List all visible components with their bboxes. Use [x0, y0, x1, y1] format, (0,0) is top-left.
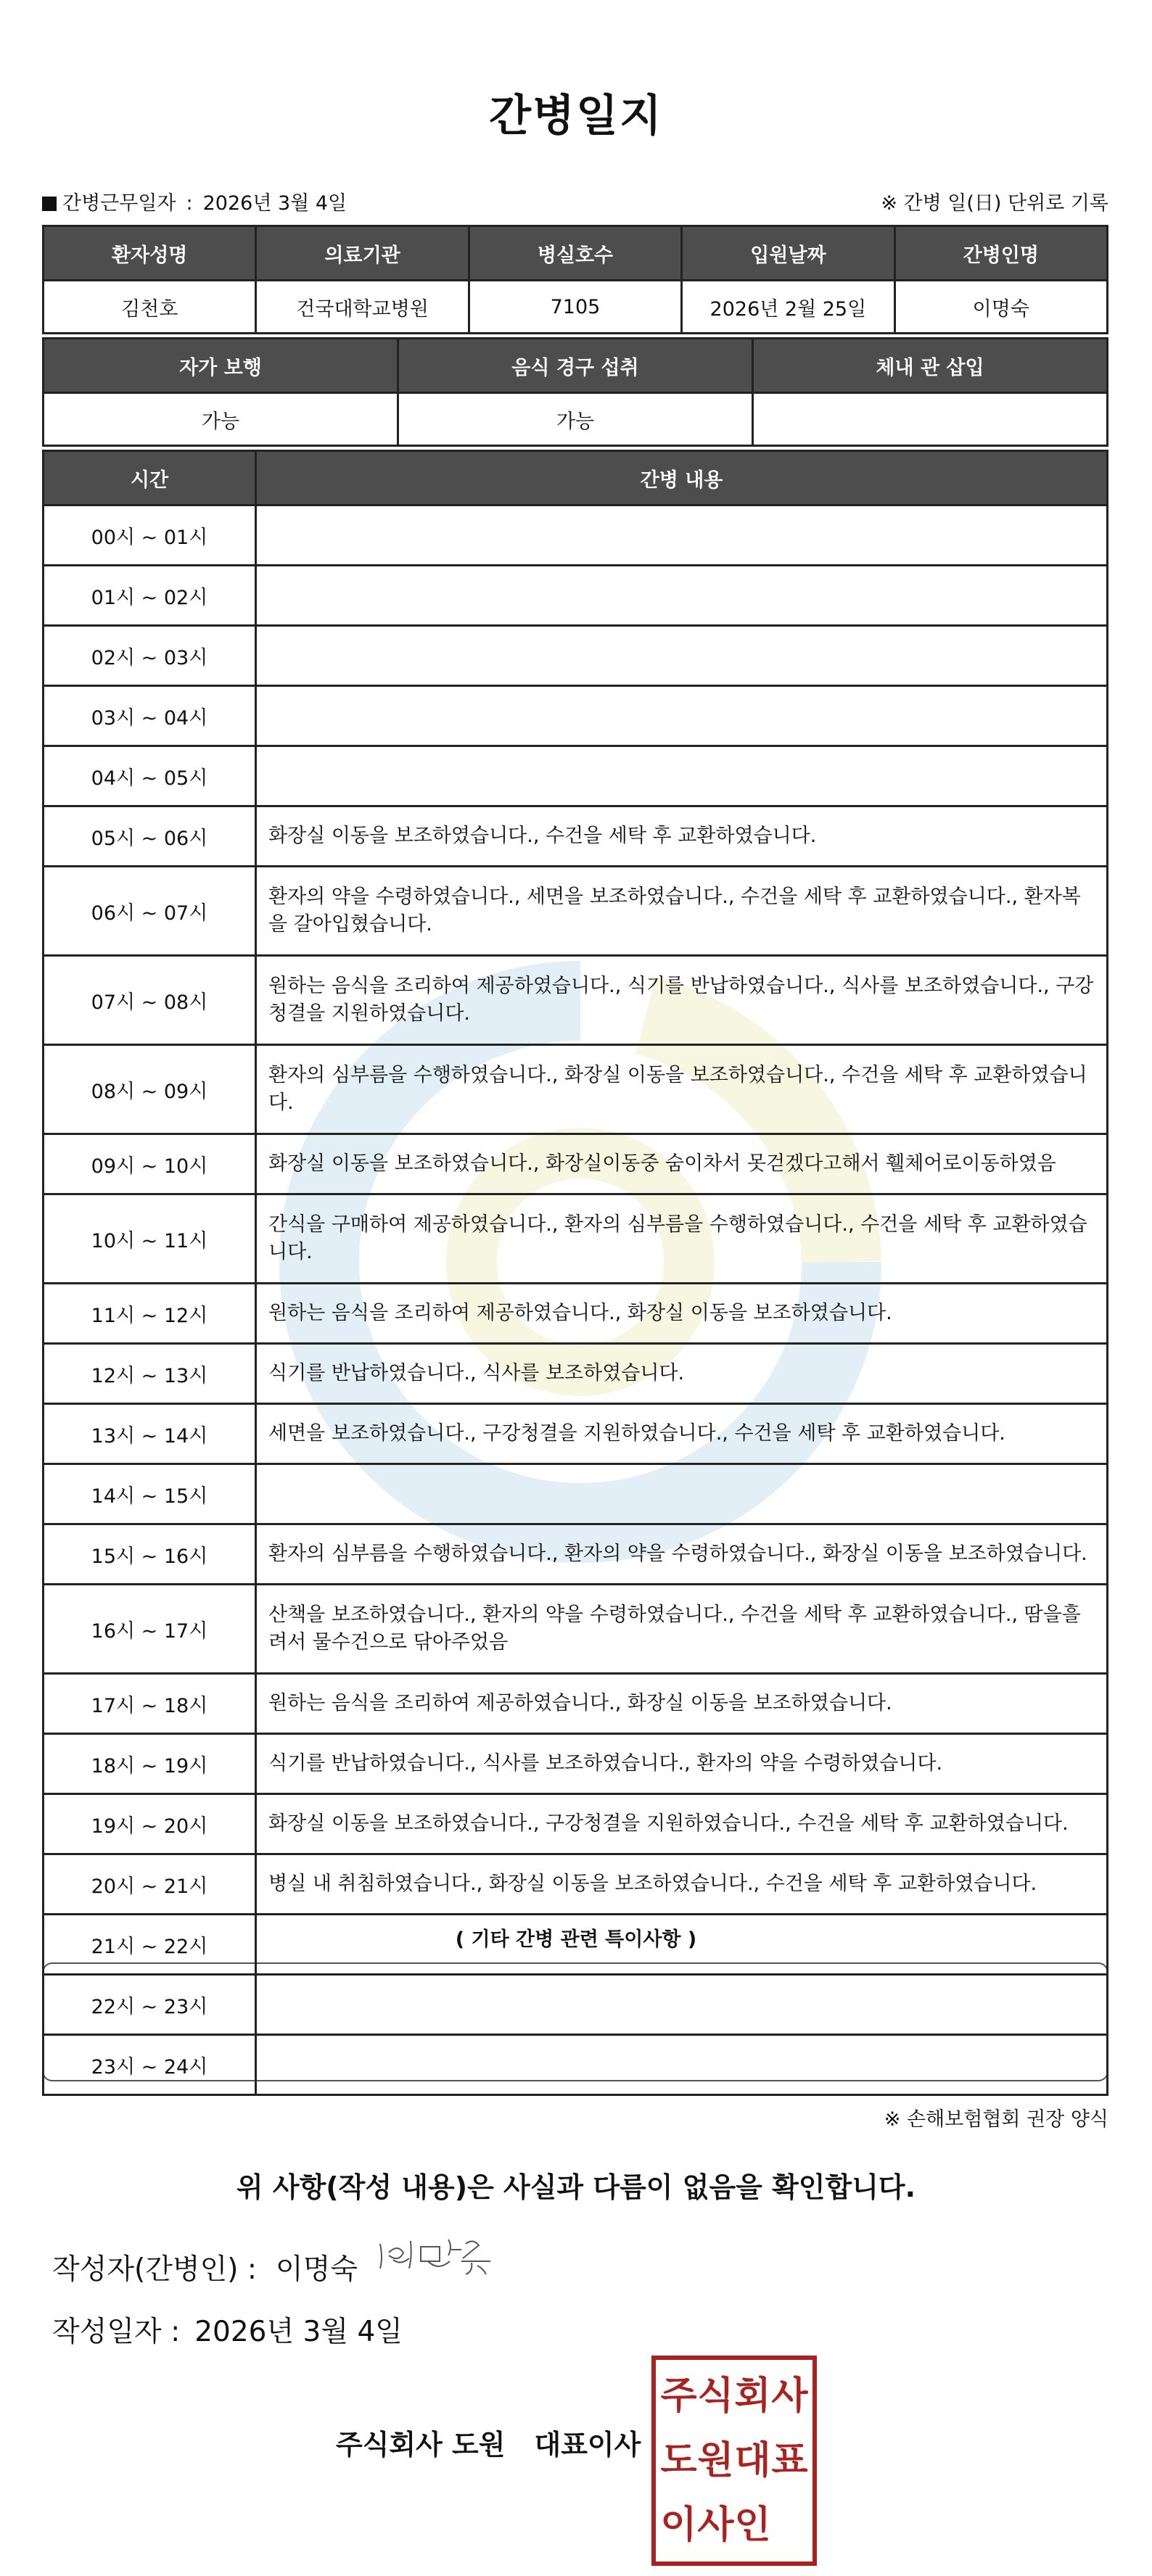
form-note: ※ 손해보험협회 권장 양식 — [884, 2108, 1108, 2131]
care-log-row — [44, 806, 1108, 867]
care-log-time: 05시 ~ 06시 — [44, 806, 256, 867]
care-log-time: 04시 ~ 05시 — [44, 746, 256, 806]
care-log-row — [44, 1854, 1108, 1915]
care-log-row — [44, 2035, 1108, 2095]
seal-character: 회 — [734, 2374, 771, 2419]
company-name: 주식회사 도원 — [336, 2429, 506, 2461]
patient-info-value-row — [44, 281, 1108, 334]
care-log-row — [44, 1134, 1108, 1194]
writer-line — [52, 2247, 358, 2287]
care-log-time: 08시 ~ 09시 — [44, 1045, 256, 1134]
care-log-row — [44, 1404, 1108, 1464]
header-caregiver-name: 간병인명 — [894, 226, 1107, 281]
care-log-row — [44, 1794, 1108, 1854]
care-log-time: 10시 ~ 11시 — [44, 1194, 256, 1284]
care-log-time: 07시 ~ 08시 — [44, 956, 256, 1045]
care-log-content: 식기를 반납하였습니다., 식사를 보조하였습니다., 환자의 약을 수령하였습니다. — [256, 1734, 1108, 1794]
document-title: 간병일지 — [489, 91, 663, 141]
care-log-time: 11시 ~ 12시 — [44, 1284, 256, 1344]
seal-character: 이 — [660, 2502, 697, 2547]
care-log-content: 병실 내 취침하였습니다., 화장실 이동을 보조하였습니다., 수건을 세탁 후 교환하였습니다. — [256, 1854, 1108, 1915]
care-log-time: 18시 ~ 19시 — [44, 1734, 256, 1794]
patient-info-table — [42, 225, 1108, 334]
company-seal-stamp — [651, 2356, 817, 2566]
oral-intake-value: 가능 — [398, 393, 753, 446]
written-date-label: 작성일자 : — [52, 2316, 181, 2348]
seal-character: 주 — [660, 2374, 697, 2419]
work-date-value: 2026년 3월 4일 — [202, 192, 347, 215]
care-log-content: 환자의 약을 수령하였습니다., 세면을 보조하였습니다., 수건을 세탁 후 교환하였습니다., 환자복을 갈아입혔습니다. — [256, 867, 1108, 956]
seal-character: 인 — [734, 2502, 771, 2547]
care-log-content — [256, 746, 1108, 806]
self-walking-value: 가능 — [44, 393, 398, 446]
care-log-time: 20시 ~ 21시 — [44, 1854, 256, 1915]
care-log-row — [44, 1585, 1108, 1674]
written-date-value: 2026년 3월 4일 — [194, 2316, 403, 2348]
header-admission-date: 입원날짜 — [682, 226, 894, 281]
care-log-row — [44, 1194, 1108, 1284]
confirmation-statement: 위 사항(작성 내용)은 사실과 다름이 없음을 확인합니다. — [236, 2171, 916, 2203]
care-log-content: 원하는 음식을 조리하여 제공하였습니다., 화장실 이동을 보조하였습니다. — [256, 1674, 1108, 1734]
seal-character: 사 — [697, 2502, 734, 2547]
care-log-row — [44, 1464, 1108, 1524]
seal-character: 원 — [697, 2437, 734, 2482]
square-bullet-icon — [42, 197, 57, 211]
care-log-time: 21시 ~ 22시 — [44, 1915, 256, 1975]
writer-label: 작성자(간병인) : — [52, 2253, 258, 2286]
seal-character: 대 — [734, 2437, 771, 2482]
company-line — [336, 2422, 641, 2462]
care-log-time: 23시 ~ 24시 — [44, 2035, 256, 2095]
care-log-row — [44, 566, 1108, 626]
written-date-line — [52, 2309, 403, 2350]
care-log-content: 원하는 음식을 조리하여 제공하였습니다., 화장실 이동을 보조하였습니다. — [256, 1284, 1108, 1344]
care-log-time: 16시 ~ 17시 — [44, 1585, 256, 1674]
care-log-content: 화장실 이동을 보조하였습니다., 화장실이동중 숨이차서 못걷겠다고해서 휄체어로이동하였음 — [256, 1134, 1108, 1194]
work-date-line — [42, 187, 347, 215]
unit-note: ※ 간병 일(日) 단위로 기록 — [881, 192, 1108, 215]
care-log-content — [256, 1975, 1108, 2035]
care-log-time: 12시 ~ 13시 — [44, 1344, 256, 1404]
header-oral-intake: 음식 경구 섭취 — [398, 339, 753, 393]
handwritten-signature — [376, 2234, 499, 2277]
header-self-walking: 자가 보행 — [44, 339, 398, 393]
tube-insertion-value — [753, 393, 1108, 446]
patient-name: 김천호 — [44, 281, 256, 334]
care-log-row — [44, 1045, 1108, 1134]
care-log-content — [256, 1464, 1108, 1524]
room-number: 7105 — [469, 281, 681, 334]
care-log-row — [44, 1674, 1108, 1734]
care-log-time: 13시 ~ 14시 — [44, 1404, 256, 1464]
care-log-table — [42, 450, 1108, 2096]
care-log-content — [256, 566, 1108, 626]
hospital-name: 건국대학교병원 — [256, 281, 469, 334]
care-log-row — [44, 1284, 1108, 1344]
care-log-time: 01시 ~ 02시 — [44, 566, 256, 626]
care-log-row — [44, 686, 1108, 746]
care-log-row — [44, 1734, 1108, 1794]
work-date-label: 간병근무일자 — [62, 192, 176, 215]
patient-info-header-row — [44, 226, 1108, 281]
care-log-content — [256, 2035, 1108, 2095]
care-log-row — [44, 1915, 1108, 1975]
company-representative: 대표이사 — [534, 2429, 641, 2461]
care-log-content: 식기를 반납하였습니다., 식사를 보조하였습니다. — [256, 1344, 1108, 1404]
patient-status-header-row — [44, 339, 1108, 393]
caregiver-name: 이명숙 — [894, 281, 1107, 334]
care-log-time: 17시 ~ 18시 — [44, 1674, 256, 1734]
header-tube-insertion: 체내 관 삽입 — [753, 339, 1108, 393]
care-log-time: 14시 ~ 15시 — [44, 1464, 256, 1524]
care-log-row — [44, 1344, 1108, 1404]
care-log-time: 00시 ~ 01시 — [44, 505, 256, 566]
care-log-row — [44, 626, 1108, 686]
care-log-content: 간식을 구매하여 제공하였습니다., 환자의 심부름을 수행하였습니다., 수건을 세탁 후 교환하였습니다. — [256, 1194, 1108, 1284]
care-log-row — [44, 505, 1108, 566]
seal-character: 도 — [660, 2437, 697, 2482]
care-log-row — [44, 1524, 1108, 1585]
care-log-row — [44, 867, 1108, 956]
remarks-label: ( 기타 간병 관련 특이사항 ) — [455, 1928, 697, 1951]
header-patient-name: 환자성명 — [44, 226, 256, 281]
admission-date: 2026년 2월 25일 — [682, 281, 894, 334]
care-log-content: 화장실 이동을 보조하였습니다., 구강청결을 지원하였습니다., 수건을 세탁 후 교환하였습니다. — [256, 1794, 1108, 1854]
care-log-content — [256, 1915, 1108, 1975]
care-log-content: 화장실 이동을 보조하였습니다., 수건을 세탁 후 교환하였습니다. — [256, 806, 1108, 867]
work-date-separator: : — [186, 192, 193, 215]
care-log-content: 환자의 심부름을 수행하였습니다., 화장실 이동을 보조하였습니다., 수건을 세탁 후 교환하였습니다. — [256, 1045, 1108, 1134]
seal-character: 표 — [771, 2437, 808, 2482]
care-log-time: 19시 ~ 20시 — [44, 1794, 256, 1854]
care-log-content — [256, 626, 1108, 686]
patient-status-value-row — [44, 393, 1108, 446]
header-room-number: 병실호수 — [469, 226, 681, 281]
seal-character: 식 — [697, 2374, 734, 2419]
care-log-time: 09시 ~ 10시 — [44, 1134, 256, 1194]
header-hospital: 의료기관 — [256, 226, 469, 281]
care-log-time: 02시 ~ 03시 — [44, 626, 256, 686]
header-care-content: 간병 내용 — [256, 451, 1108, 505]
care-log-content: 원하는 음식을 조리하여 제공하였습니다., 식기를 반납하였습니다., 식사를 보조하였습니다., 구강청결을 지원하였습니다. — [256, 956, 1108, 1045]
care-log-time: 06시 ~ 07시 — [44, 867, 256, 956]
header-time: 시간 — [44, 451, 256, 505]
care-log-row — [44, 1975, 1108, 2035]
care-log-time: 03시 ~ 04시 — [44, 686, 256, 746]
care-log-row — [44, 956, 1108, 1045]
care-log-content: 산책을 보조하였습니다., 환자의 약을 수령하였습니다., 수건을 세탁 후 교환하였습니다., 땀을흘려서 물수건으로 닦아주었음 — [256, 1585, 1108, 1674]
patient-status-table — [42, 337, 1108, 447]
care-log-content: 세면을 보조하였습니다., 구강청결을 지원하였습니다., 수건을 세탁 후 교환하였습니다. — [256, 1404, 1108, 1464]
care-log-time: 15시 ~ 16시 — [44, 1524, 256, 1585]
care-log-header-row — [44, 451, 1108, 505]
seal-character: 사 — [771, 2374, 808, 2419]
care-log-content — [256, 686, 1108, 746]
writer-name: 이명숙 — [276, 2253, 358, 2286]
care-log-time: 22시 ~ 23시 — [44, 1975, 256, 2035]
care-log-content: 환자의 심부름을 수행하였습니다., 환자의 약을 수령하였습니다., 화장실 이동을 보조하였습니다. — [256, 1524, 1108, 1585]
care-log-content — [256, 505, 1108, 566]
care-log-row — [44, 746, 1108, 806]
